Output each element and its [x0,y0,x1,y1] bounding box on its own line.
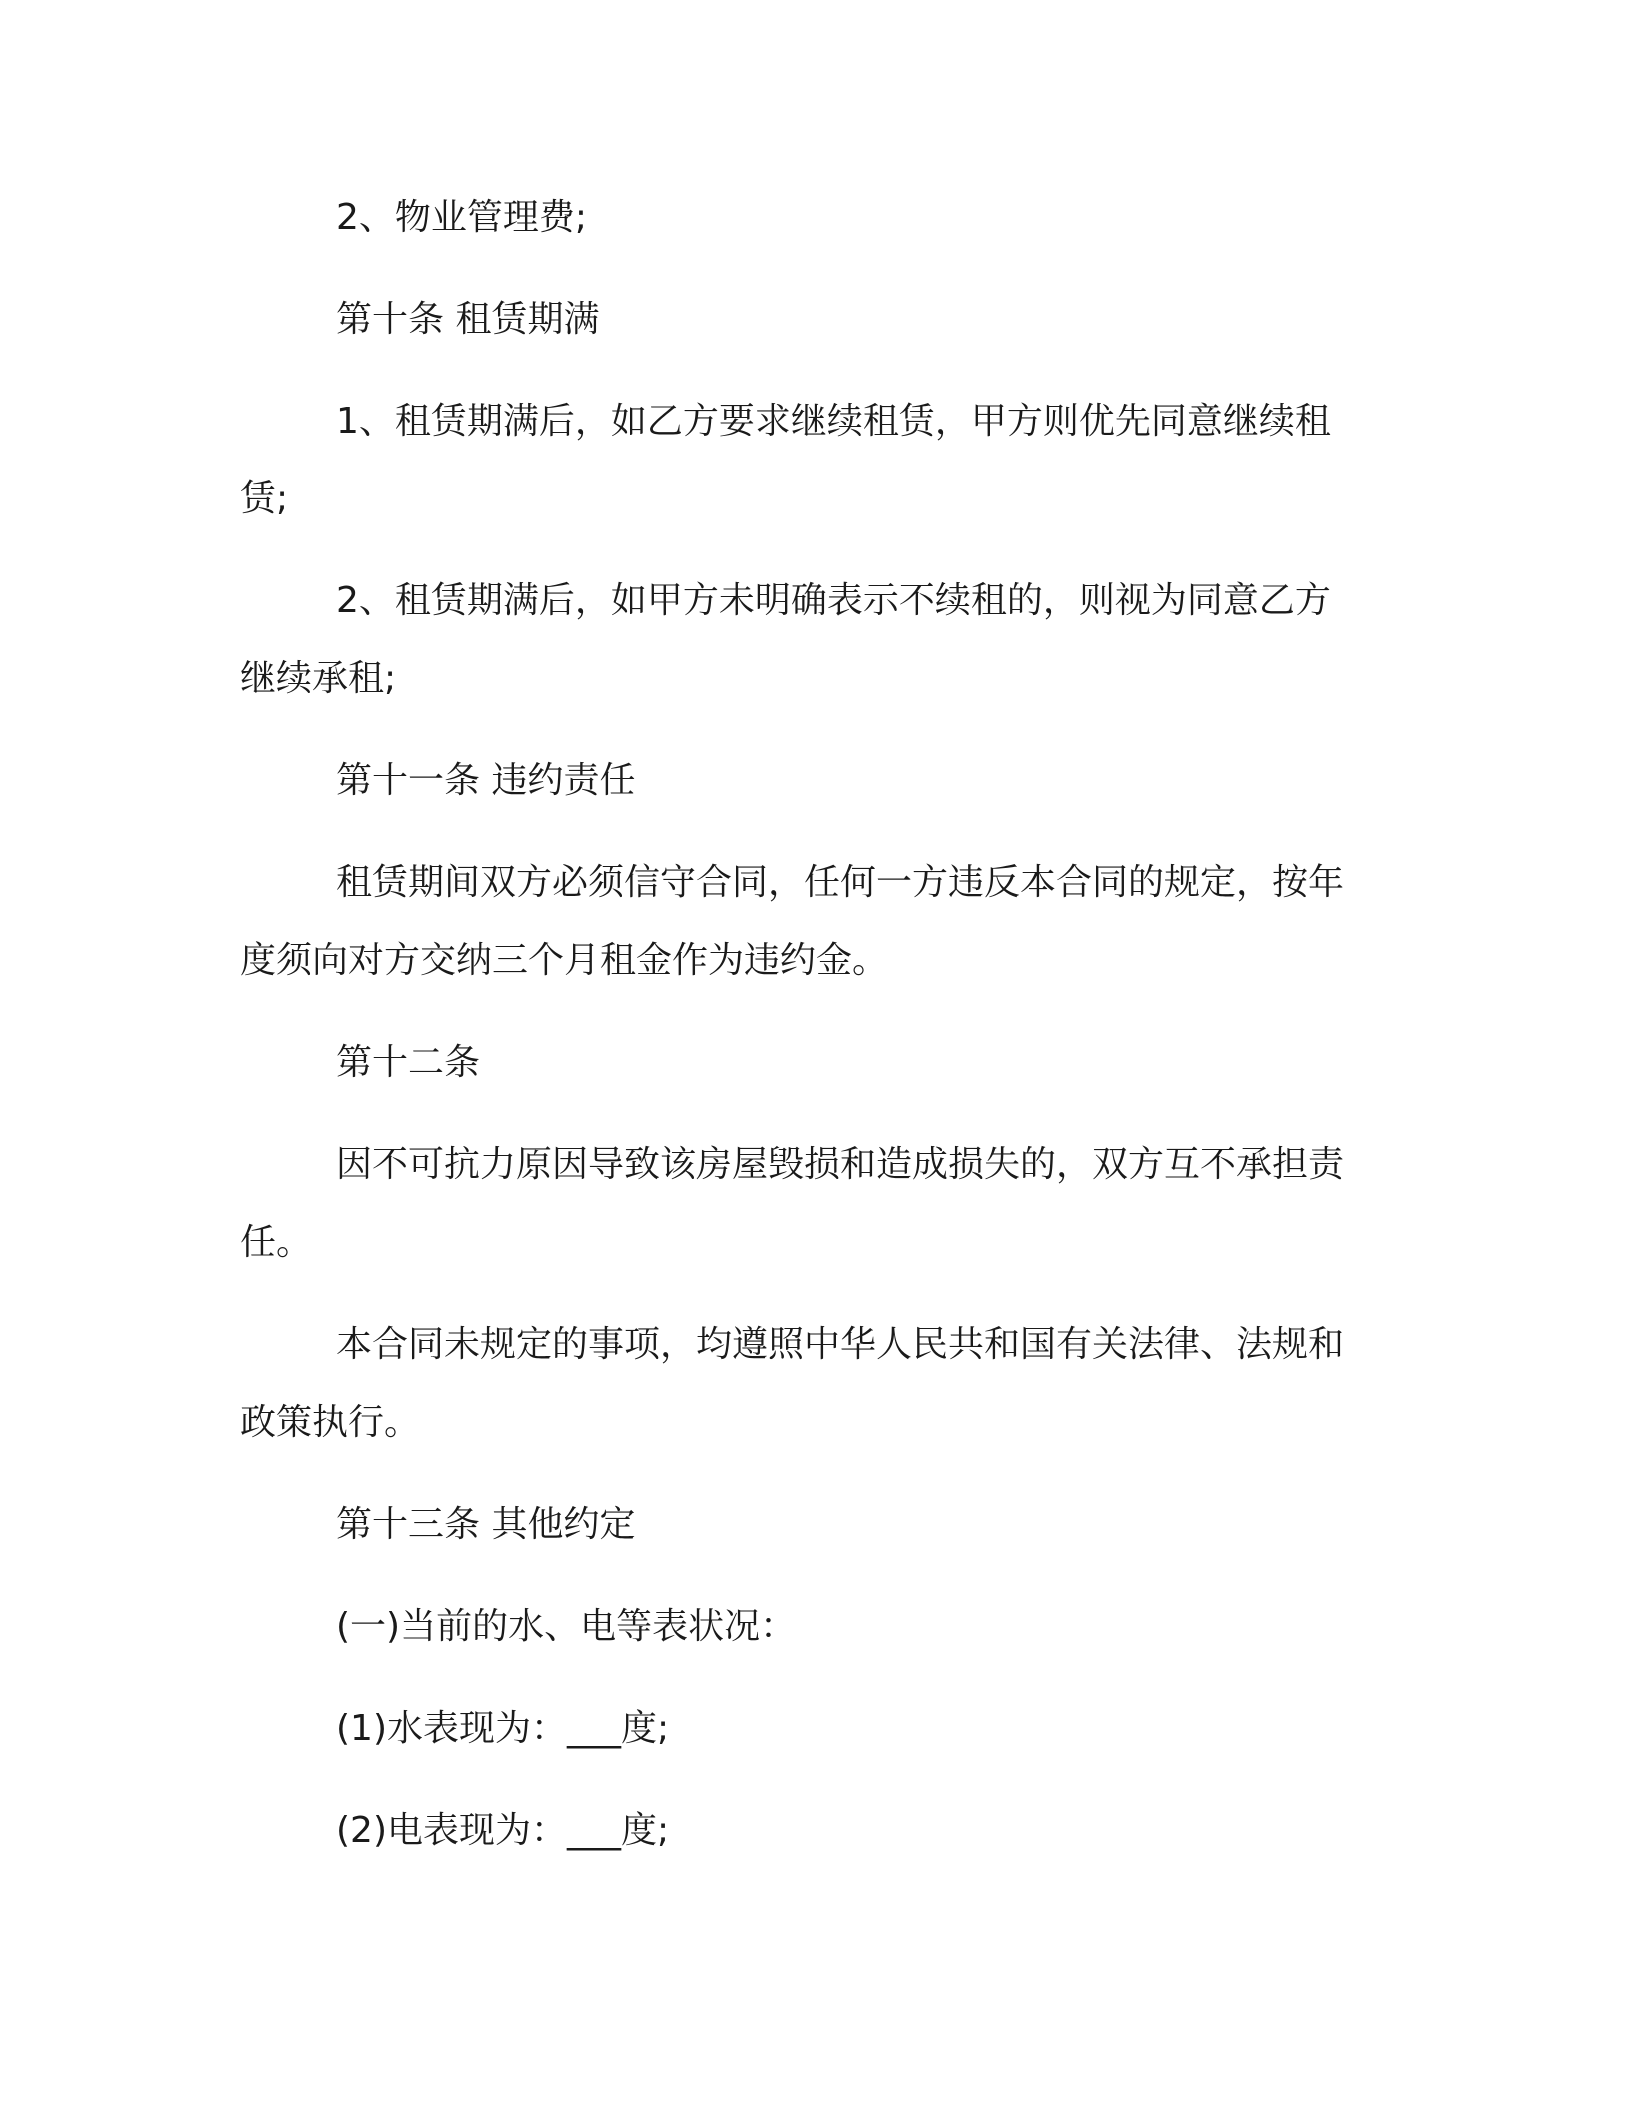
article-11-text-line-1: 租赁期间双方必须信守合同，任何一方违反本合同的规定，按年 [336,862,1345,903]
article-10-clause-2-line-1: 2、租赁期满后，如甲方未明确表示不续租的，则视为同意乙方 [336,580,1331,621]
article-11-text-line-2: 度须向对方交纳三个月租金作为违约金。 [240,940,889,981]
electric-meter-reading: (2)电表现为：___度; [336,1810,670,1851]
heading-article-13: 第十三条 其他约定 [336,1504,636,1545]
article-10-clause-1-line-2: 赁; [240,478,289,519]
heading-article-10: 第十条 租赁期满 [336,299,600,340]
article-10-clause-2-line-2: 继续承租; [240,658,397,699]
meter-status-heading: (一)当前的水、电等表状况： [336,1606,797,1647]
article-10-clause-1-line-1: 1、租赁期满后，如乙方要求继续租赁，甲方则优先同意继续租 [336,401,1331,442]
article-12-law-line-2: 政策执行。 [240,1402,421,1443]
article-12-text-line-2: 任。 [240,1222,313,1263]
item-property-fee: 2、物业管理费; [336,197,588,238]
article-12-text-line-1: 因不可抗力原因导致该房屋毁损和造成损失的，双方互不承担责 [336,1144,1345,1185]
article-12-law-line-1: 本合同未规定的事项，均遵照中华人民共和国有关法律、法规和 [336,1324,1345,1365]
heading-article-11: 第十一条 违约责任 [336,760,636,801]
heading-article-12: 第十二条 [336,1042,481,1083]
water-meter-reading: (1)水表现为：___度; [336,1708,670,1749]
